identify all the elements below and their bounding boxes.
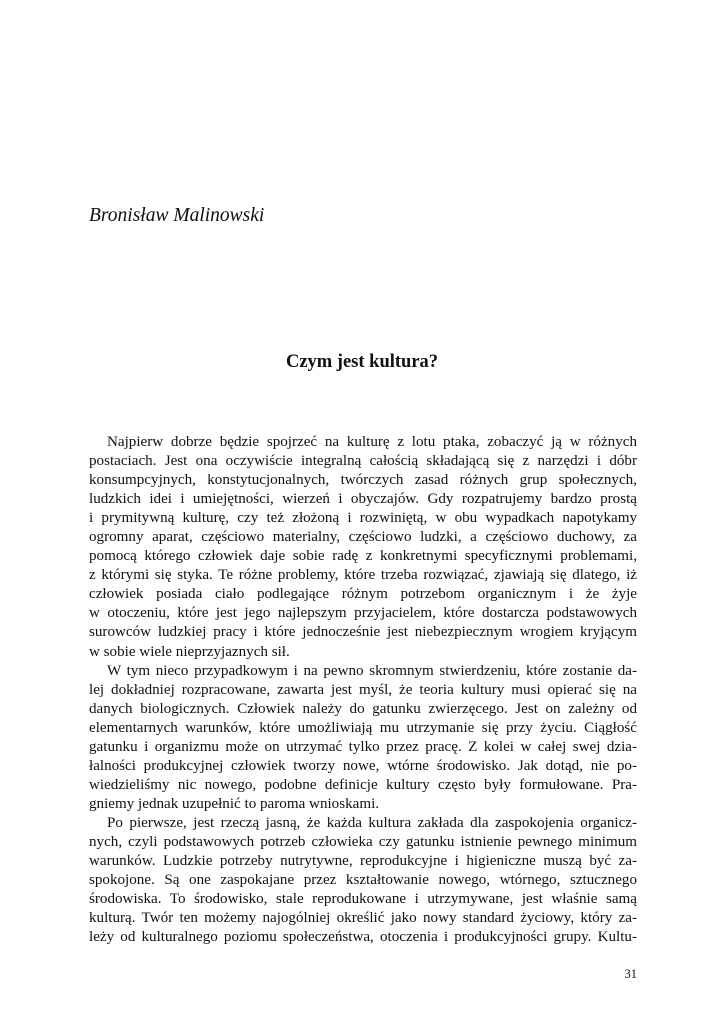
- text-line: gniemy jednak uzupełnić to paroma wnioskami.: [89, 795, 380, 812]
- text-line: kulturą. Twór ten możemy najogólniej określić jako nowy standard życiowy, który za-: [89, 910, 637, 927]
- text-line: środowiska. To środowisko, stale reprodukowane i utrzymywane, jest właśnie samą: [89, 891, 637, 908]
- text-line: leży od kulturalnego poziomu społeczeństwa, otoczenia i produkcyjności grupy. Kultu-: [89, 929, 637, 946]
- page-number: 31: [624, 967, 637, 981]
- text-line: ludzkich idei i umiejętności, wierzeń i obyczajów. Gdy rozpatrujemy bardzo prostą: [89, 491, 637, 508]
- author-name: Bronisław Malinowski: [89, 205, 265, 226]
- text-line: wiedzieliśmy nic nowego, podobne definicje kultury często były formułowane. Pra-: [89, 776, 637, 793]
- text-line: łalności produkcyjnej człowiek tworzy nowe, wtórne środowisko. Jak dotąd, nie po-: [89, 757, 637, 774]
- text-line: gatunku i organizmu może on utrzymać tylko przez pracę. Z kolei w całej swej dzia-: [89, 738, 637, 755]
- text-line: danych biologicznych. Człowiek należy do gatunku zwierzęcego. Jest on zależny od: [89, 700, 637, 717]
- text-line: pomocą którego człowiek daje sobie radę z konkretnymi specyficznymi problemami,: [89, 548, 637, 565]
- text-line: konsumpcyjnych, konstytucjonalnych, twórczych zasad różnych grup społecznych,: [89, 472, 637, 489]
- text-line: spokojone. Są one zaspokajane przez kształtowanie nowego, wtórnego, sztucznego: [89, 872, 637, 889]
- text-line: ogromny aparat, częściowo materialny, częściowo ludzki, a częściowo duchowy, za: [89, 529, 637, 546]
- text-line: surowców ludzkiej pracy i które jednocześnie jest niebezpiecznym wrogiem kryjącym: [89, 624, 637, 641]
- text-line: w sobie wiele nieprzyjaznych sił.: [89, 643, 290, 660]
- text-line: elementarnych warunków, które umożliwiają mu utrzymanie się przy życiu. Ciągłość: [89, 719, 637, 736]
- text-line: Po pierwsze, jest rzeczą jasną, że każda kultura zakłada dla zaspokojenia organicz-: [107, 814, 637, 831]
- text-line: lej dokładniej rozpracowane, zawarta jest myśl, że teoria kultury musi opierać się na: [89, 681, 637, 698]
- text-line: W tym nieco przypadkowym i na pewno skromnym stwierdzeniu, które zostanie da-: [107, 662, 637, 679]
- text-line: i prymitywną kulturę, czy też złożoną i rozwiniętą, w obu wypadkach napotykamy: [89, 510, 637, 527]
- text-line: człowiek posiada ciało podlegające różnym potrzebom organicznym i że żyje: [89, 586, 637, 603]
- text-line: z którymi się styka. Te różne problemy, które trzeba rozwiązać, zjawiają się dlatego, iż: [89, 567, 637, 584]
- text-line: warunków. Ludzkie potrzeby nutrytywne, reprodukcyjne i higieniczne muszą być za-: [89, 853, 637, 870]
- text-line: nych, czyli podstawowych potrzeb człowieka czy gatunku istnienie pewnego minimum: [89, 833, 637, 850]
- chapter-title: Czym jest kultura?: [285, 352, 439, 372]
- body-text: [89, 433, 637, 947]
- text-line: Najpierw dobrze będzie spojrzeć na kulturę z lotu ptaka, zobaczyć ją w różnych: [107, 434, 637, 450]
- text-line: postaciach. Jest ona oczywiście integralną całością składającą się z narzędzi i dóbr: [89, 453, 637, 470]
- text-line: w otoczeniu, które jest jego najlepszym przyjacielem, które dostarcza podstawowych: [89, 605, 637, 622]
